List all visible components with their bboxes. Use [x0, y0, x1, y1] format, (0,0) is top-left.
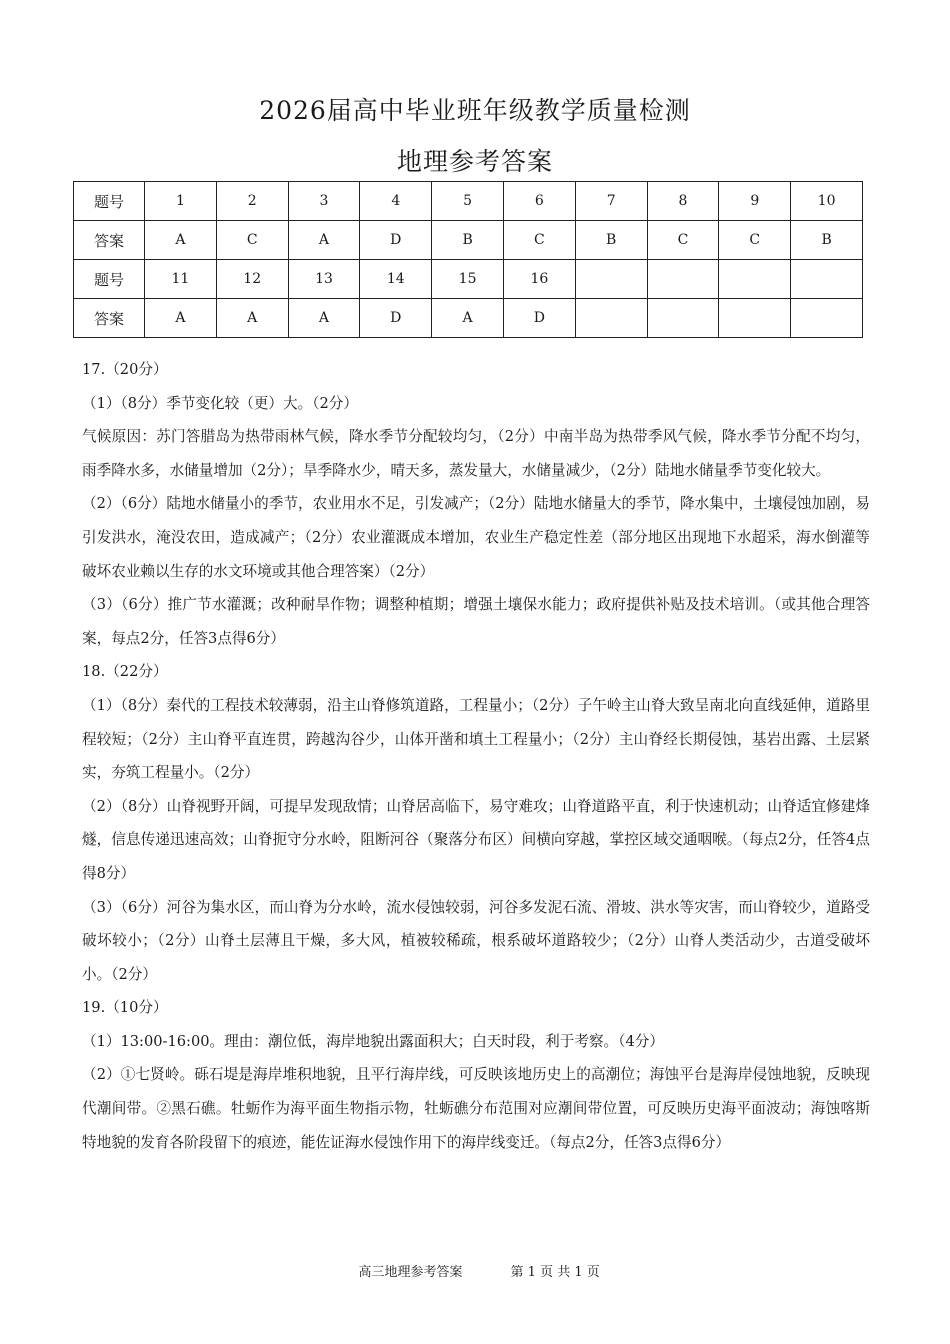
answer-paragraph: （1）13:00-16:00。理由：潮位低，海岸地貌出露面积大；白天时段，利于考察。（4分）	[82, 1032, 664, 1050]
answer-paragraph: （1）（8分）季节变化较（更）大。（2分）	[82, 394, 358, 412]
answer-paragraph: 18.（22分）	[82, 663, 168, 681]
question-number-cell: 1	[145, 182, 217, 221]
answer-table	[73, 181, 863, 338]
question-number-cell: 11	[145, 260, 217, 299]
answer-cell: D	[360, 299, 432, 338]
question-number-cell: 9	[719, 182, 791, 221]
answer-cell: B	[575, 221, 647, 260]
answer-cell: D	[503, 299, 575, 338]
answer-cell: A	[432, 299, 504, 338]
answer-cell	[575, 299, 647, 338]
question-number-cell: 12	[216, 260, 288, 299]
question-number-cell: 16	[503, 260, 575, 299]
question-number-cell: 15	[432, 260, 504, 299]
row-label-number: 题号	[74, 260, 145, 299]
answer-cell	[719, 299, 791, 338]
page-title: 2026届高中毕业班年级教学质量检测	[259, 96, 691, 125]
footer-page-number: 第 1 页 共 1 页	[510, 1265, 600, 1280]
answer-cell: A	[145, 221, 217, 260]
question-number-cell	[647, 260, 719, 299]
answer-cell: A	[145, 299, 217, 338]
answer-cell	[791, 299, 863, 338]
answer-cell: C	[216, 221, 288, 260]
answer-paragraph: （2）①七贤岭。砾石堤是海岸堆积地貌，且平行海岸线，可反映该地历史上的高潮位；海蚀平台是海岸侵蚀地貌，反映现代潮间带。②黑石礁。牡蛎作为海平面生物指示物，牡蛎礁分布范围对应潮间带位置，可反映历史海平面波动；海蚀喀斯特地貌的发育各阶段留下的痕迹，能佐证海水侵蚀作用下的海岸线变迁。（每点2分，任答3点得6分）	[82, 1066, 870, 1151]
question-number-cell: 8	[647, 182, 719, 221]
answer-cell: C	[719, 221, 791, 260]
question-number-cell: 13	[288, 260, 360, 299]
question-number-cell: 3	[288, 182, 360, 221]
answer-explanations	[82, 353, 870, 1159]
question-number-cell	[719, 260, 791, 299]
page-footer	[0, 1246, 950, 1280]
table-row-answers	[74, 221, 863, 260]
table-row-numbers	[74, 182, 863, 221]
answer-cell: A	[288, 299, 360, 338]
answer-cell: D	[360, 221, 432, 260]
answer-cell	[647, 299, 719, 338]
row-label-number: 题号	[74, 182, 145, 221]
question-number-cell	[575, 260, 647, 299]
question-number-cell: 2	[216, 182, 288, 221]
table-row-answers	[74, 299, 863, 338]
table-row-numbers	[74, 260, 863, 299]
footer-doc-name: 高三地理参考答案	[358, 1265, 463, 1280]
question-number-cell: 5	[432, 182, 504, 221]
answer-paragraph: （3）（6分）推广节水灌溉；改种耐旱作物；调整种植期；增强土壤保水能力；政府提供补贴及技术培训。（或其他合理答案，每点2分，任答3点得6分）	[82, 596, 870, 647]
answer-paragraph: 17.（20分）	[82, 361, 168, 378]
answer-cell: C	[503, 221, 575, 260]
answer-paragraph: （2）（8分）山脊视野开阔，可提早发现敌情；山脊居高临下，易守难攻；山脊道路平直，利于快速机动；山脊适宜修建烽燧，信息传递迅速高效；山脊扼守分水岭，阻断河谷（聚落分布区）间横向穿越，掌控区域交通咽喉。（每点2分，任答4点得8分）	[82, 797, 870, 882]
answer-cell: B	[791, 221, 863, 260]
answer-cell: A	[216, 299, 288, 338]
row-label-answer: 答案	[74, 299, 145, 338]
answer-cell: A	[288, 221, 360, 260]
answer-cell: C	[647, 221, 719, 260]
answer-paragraph: 气候原因：苏门答腊岛为热带雨林气候，降水季节分配较均匀，（2分）中南半岛为热带季风气候，降水季节分配不均匀，雨季降水多，水储量增加（2分）；旱季降水少，晴天多，蒸发量大，水储量减少，（2分）陆地水储量季节变化较大。	[82, 428, 870, 479]
question-number-cell: 7	[575, 182, 647, 221]
question-number-cell: 4	[360, 182, 432, 221]
answer-paragraph: （1）（8分）秦代的工程技术较薄弱，沿主山脊修筑道路，工程量小；（2分）子午岭主山脊大致呈南北向直线延伸，道路里程较短；（2分）主山脊平直连贯，跨越沟谷少，山体开凿和填土工程量小；（2分）主山脊经长期侵蚀，基岩出露、土层紧实，夯筑工程量小。（2分）	[82, 696, 870, 782]
row-label-answer: 答案	[74, 221, 145, 260]
question-number-cell: 10	[791, 182, 863, 221]
answer-paragraph: （3）（6分）河谷为集水区，而山脊为分水岭，流水侵蚀较弱，河谷多发泥石流、滑坡、洪水等灾害，而山脊较少，道路受破坏较小；（2分）山脊土层薄且干燥，多大风，植被较稀疏，根系破坏道路较少；（2分）山脊人类活动少，古道受破坏小。（2分）	[82, 898, 870, 983]
question-number-cell: 14	[360, 260, 432, 299]
answer-cell: B	[432, 221, 504, 260]
answer-paragraph: 19.（10分）	[82, 999, 168, 1017]
answer-paragraph: （2）（6分）陆地水储量小的季节，农业用水不足，引发减产；（2分）陆地水储量大的季节，降水集中，土壤侵蚀加剧，易引发洪水，淹没农田，造成减产；（2分）农业灌溉成本增加，农业生产稳定性差（部分地区出现地下水超采，海水倒灌等破坏农业赖以生存的水文环境或其他合理答案）（2分）	[82, 495, 870, 580]
question-number-cell	[791, 260, 863, 299]
page-subtitle: 地理参考答案	[396, 147, 553, 176]
question-number-cell: 6	[503, 182, 575, 221]
